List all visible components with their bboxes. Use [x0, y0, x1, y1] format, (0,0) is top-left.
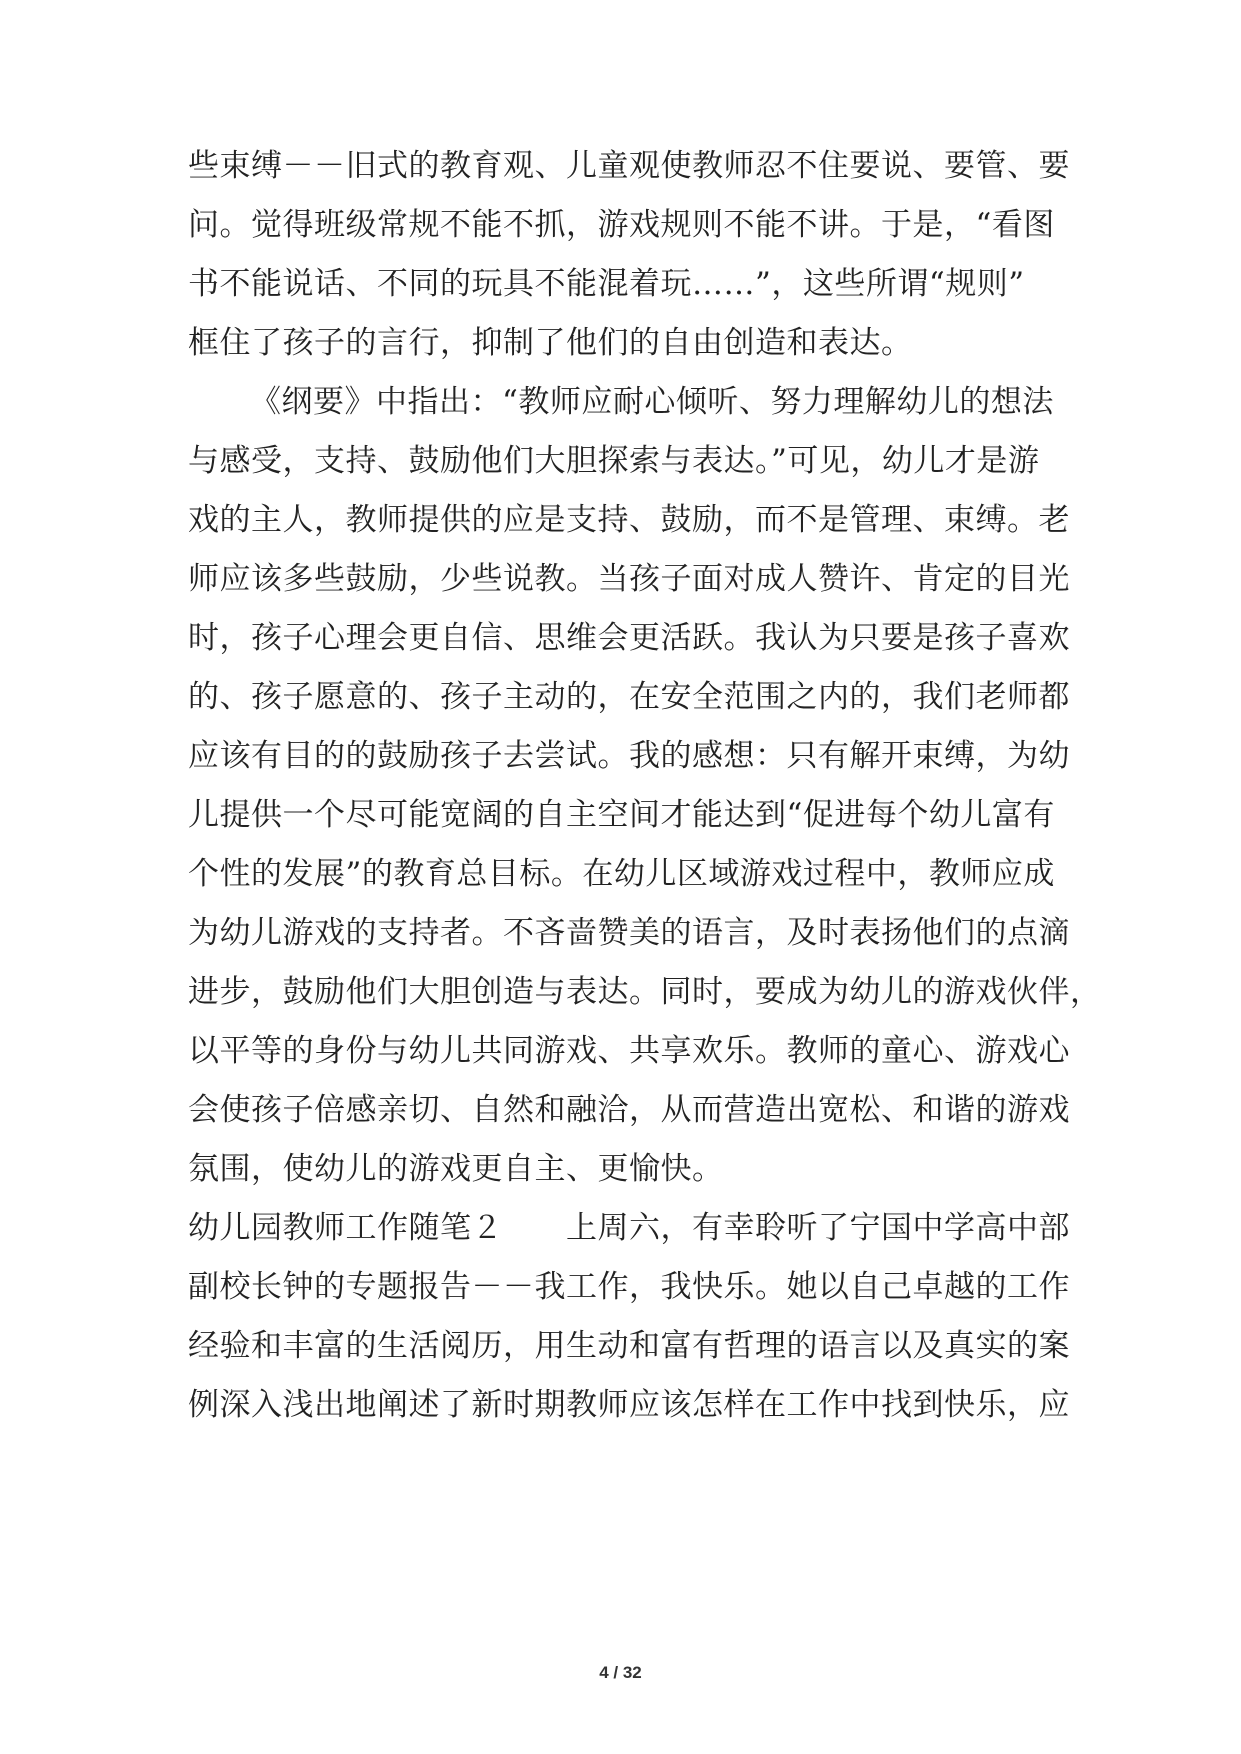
text-line: 个性的发展”的教育总目标。在幼儿区域游戏过程中，教师应成	[188, 856, 1055, 892]
text-line: 以平等的身份与幼儿共同游戏、共享欢乐。教师的童心、游戏心	[188, 1033, 1070, 1069]
text-line: 副校长钟的专题报告－－我工作，我快乐。她以自己卓越的工作	[188, 1269, 1070, 1305]
text-line: 应该有目的的鼓励孩子去尝试。我的感想：只有解开束缚，为幼	[188, 738, 1070, 774]
text-line: 经验和丰富的生活阅历，用生动和富有哲理的语言以及真实的案	[188, 1328, 1070, 1364]
section-heading-line: 幼儿园教师工作随笔２ 上周六，有幸聆听了宁国中学高中部	[188, 1210, 1070, 1246]
text-line: 问。觉得班级常规不能不抓，游戏规则不能不讲。于是，“看图	[188, 207, 1055, 243]
text-line: 与感受，支持、鼓励他们大胆探索与表达。”可见，幼儿才是游	[188, 443, 1040, 479]
text-line: 师应该多些鼓励，少些说教。当孩子面对成人赞许、肯定的目光	[188, 561, 1070, 597]
text-line: 例深入浅出地阐述了新时期教师应该怎样在工作中找到快乐，应	[188, 1387, 1070, 1423]
page-number: 4 / 32	[599, 1663, 642, 1682]
text-line: 儿提供一个尽可能宽阔的自主空间才能达到“促进每个幼儿富有	[188, 797, 1055, 833]
text-line: 戏的主人，教师提供的应是支持、鼓励，而不是管理、束缚。老	[188, 502, 1070, 538]
text-line: 些束缚－－旧式的教育观、儿童观使教师忍不住要说、要管、要	[188, 148, 1070, 184]
text-line: 框住了孩子的言行，抑制了他们的自由创造和表达。	[188, 325, 913, 361]
text-line: 为幼儿游戏的支持者。不吝啬赞美的语言，及时表扬他们的点滴	[188, 915, 1070, 951]
text-line: 氛围，使幼儿的游戏更自主、更愉快。	[188, 1151, 724, 1187]
text-line: 会使孩子倍感亲切、自然和融洽，从而营造出宽松、和谐的游戏	[188, 1092, 1070, 1128]
text-line: 的、孩子愿意的、孩子主动的，在安全范围之内的，我们老师都	[188, 679, 1070, 715]
text-line: 时，孩子心理会更自信、思维会更活跃。我认为只要是孩子喜欢	[188, 620, 1070, 656]
paragraph-first-line: 《纲要》中指出：“教师应耐心倾听、努力理解幼儿的想法	[250, 384, 1054, 420]
text-line: 进步，鼓励他们大胆创造与表达。同时，要成为幼儿的游戏伙伴，	[188, 974, 1102, 1010]
text-line: 书不能说话、不同的玩具不能混着玩……”，这些所谓“规则”	[188, 266, 1025, 302]
